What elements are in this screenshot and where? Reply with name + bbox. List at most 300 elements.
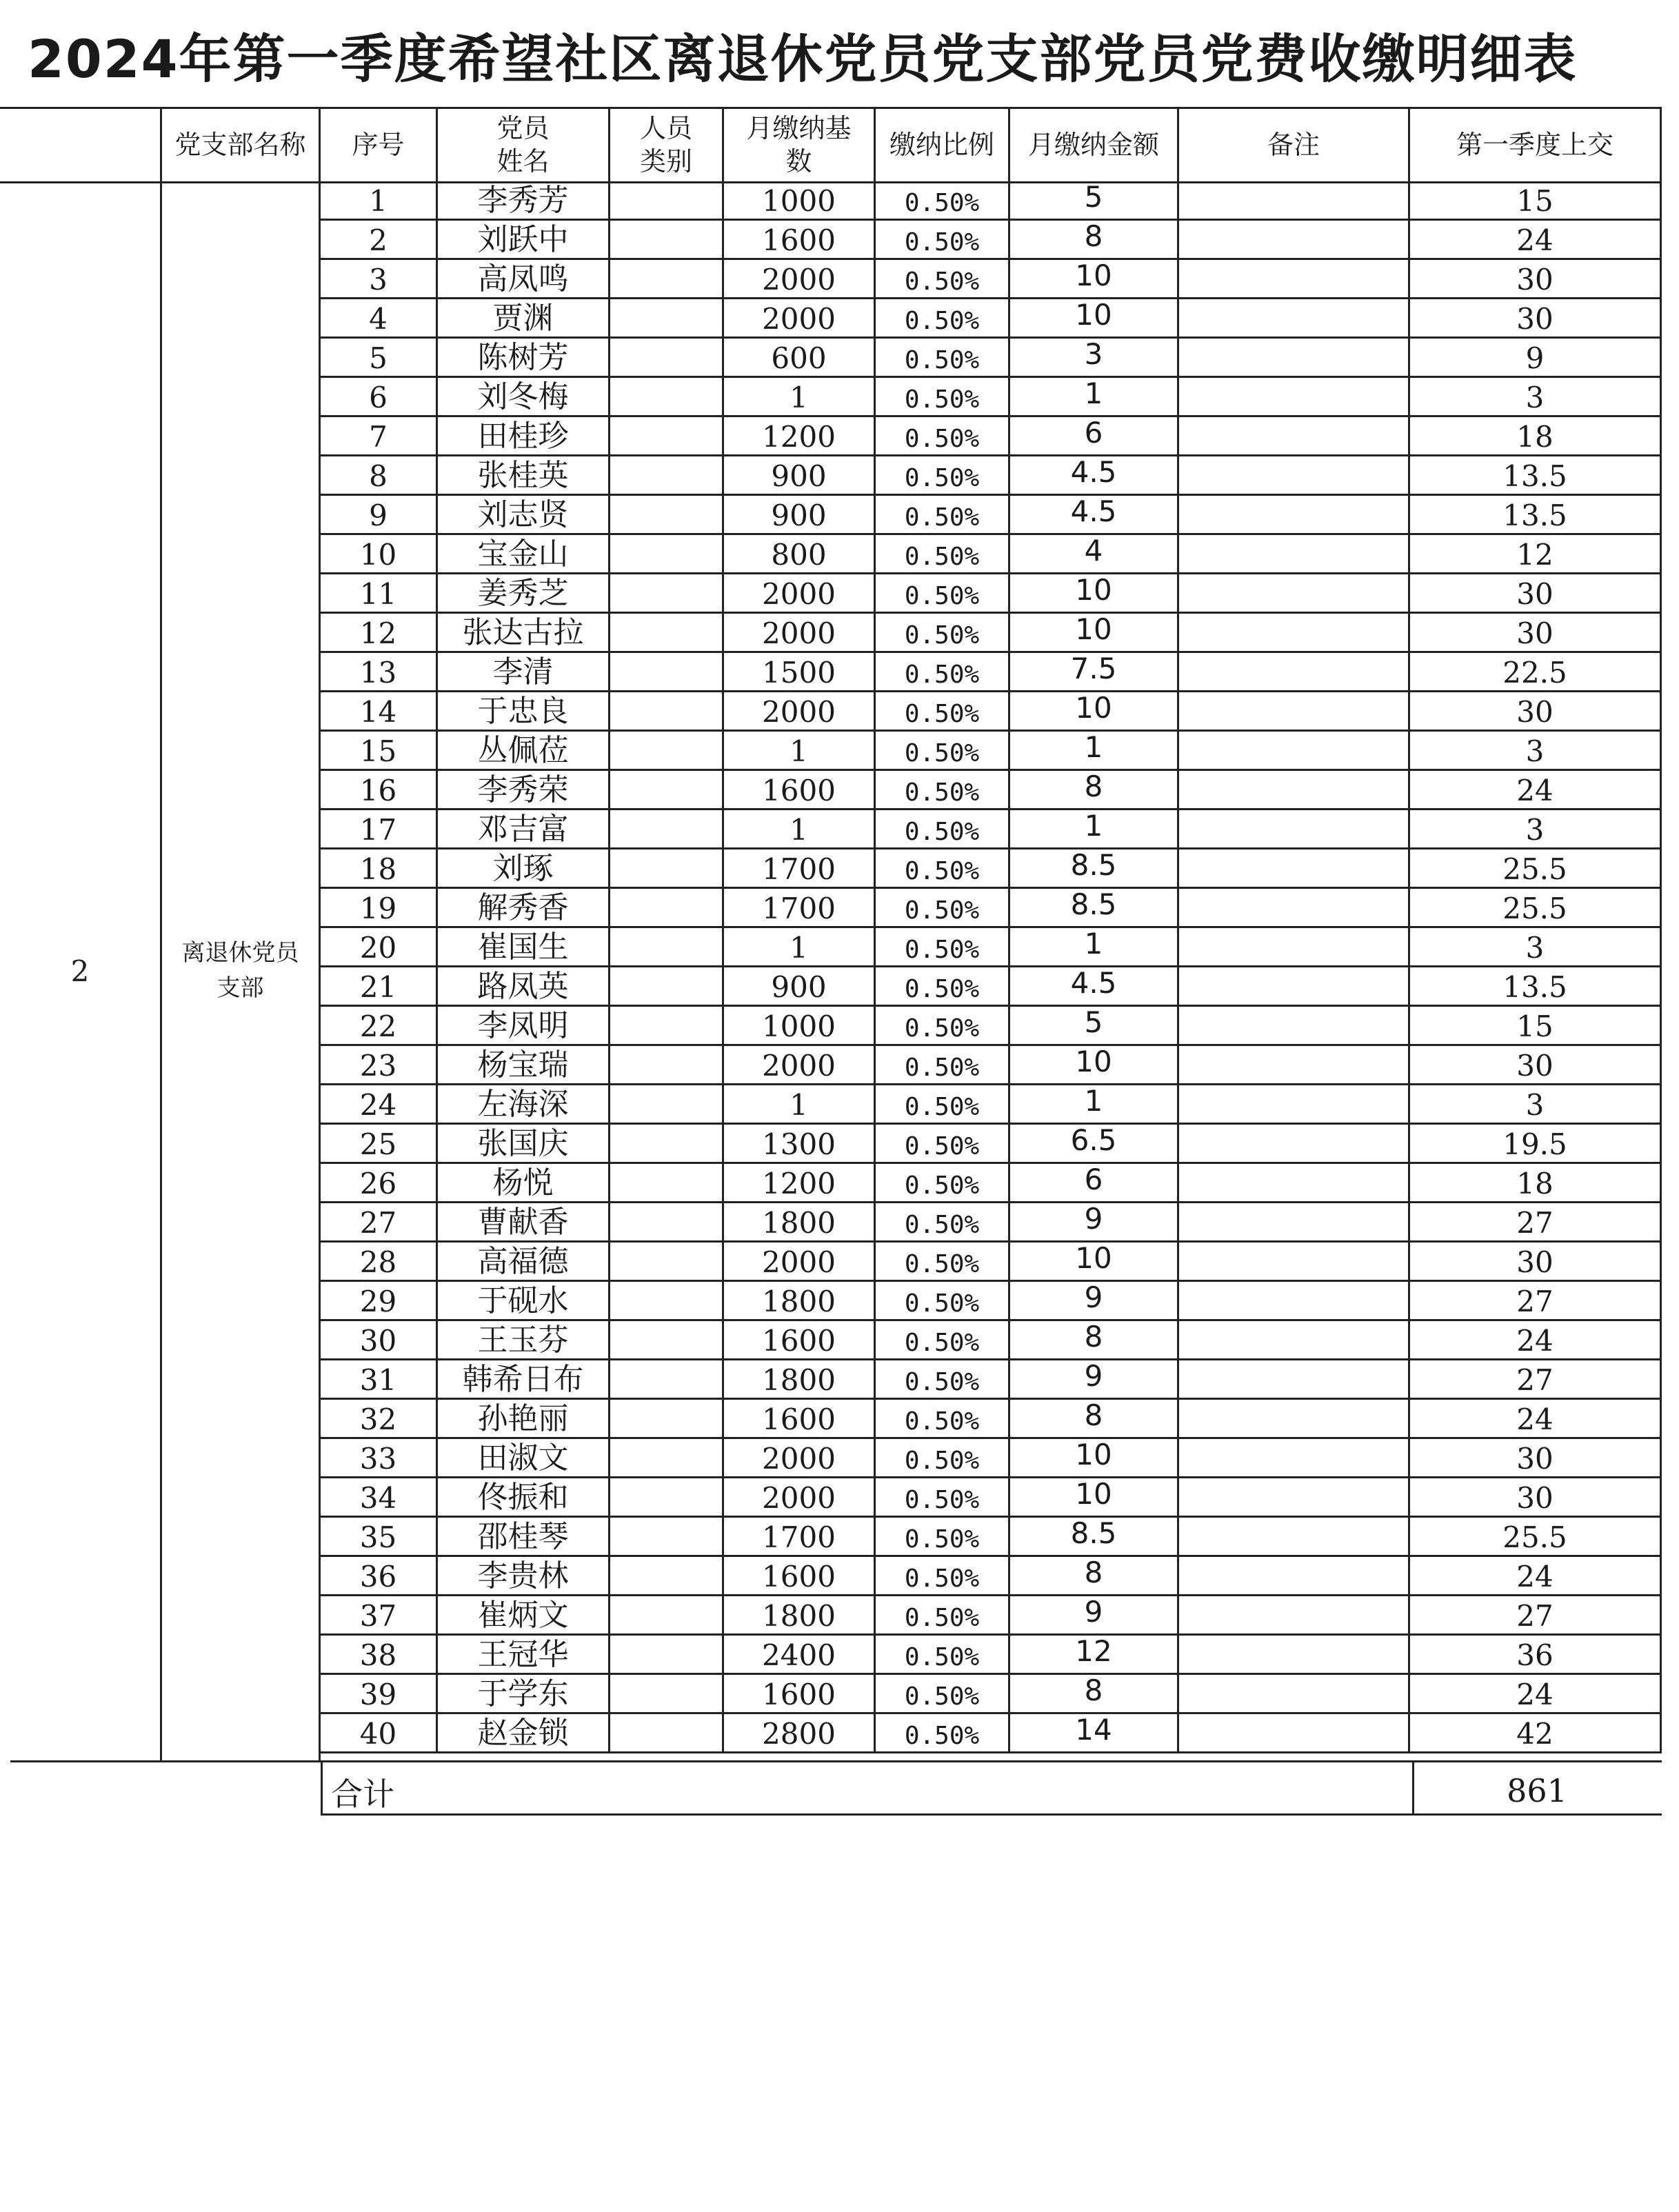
quarter-total-cell: 3: [1410, 810, 1662, 849]
monthly-amount-cell: 9: [1010, 1203, 1179, 1243]
table-row: [321, 849, 1662, 889]
seq-cell: 35: [321, 1518, 438, 1557]
table-row: [321, 535, 1662, 574]
base-cell: 2000: [724, 692, 876, 732]
seq-cell: 37: [321, 1596, 438, 1636]
table-row: [321, 1518, 1662, 1557]
monthly-amount-cell: 14: [1010, 1714, 1179, 1753]
member-name-cell: 田淑文: [438, 1439, 610, 1478]
monthly-amount-cell: 10: [1010, 260, 1179, 299]
rate-cell: 0.50%: [876, 928, 1010, 967]
remark-cell: [1179, 928, 1410, 967]
quarter-total-cell: 22.5: [1410, 653, 1662, 692]
monthly-amount-cell: 8: [1010, 1321, 1179, 1360]
base-cell: 2000: [724, 1243, 876, 1282]
member-type-cell: [610, 1675, 724, 1714]
rate-cell: 0.50%: [876, 849, 1010, 889]
monthly-amount-cell: 8: [1010, 1557, 1179, 1596]
quarter-total-cell: 24: [1410, 1400, 1662, 1439]
seq-cell: 39: [321, 1675, 438, 1714]
member-type-cell: [610, 1478, 724, 1518]
seq-cell: 13: [321, 653, 438, 692]
remark-cell: [1179, 1243, 1410, 1282]
rate-cell: 0.50%: [876, 614, 1010, 653]
quarter-total-cell: 30: [1410, 1439, 1662, 1478]
seq-cell: 25: [321, 1125, 438, 1164]
group-index-cell: 2: [0, 181, 162, 1760]
base-cell: 1600: [724, 1400, 876, 1439]
base-cell: 900: [724, 456, 876, 496]
monthly-amount-cell: 10: [1010, 692, 1179, 732]
header-group-index: [0, 109, 162, 183]
rate-cell: 0.50%: [876, 1164, 1010, 1203]
member-type-cell: [610, 967, 724, 1007]
remark-cell: [1179, 967, 1410, 1007]
member-type-cell: [610, 1125, 724, 1164]
quarter-total-cell: 30: [1410, 692, 1662, 732]
base-cell: 2000: [724, 574, 876, 614]
remark-cell: [1179, 732, 1410, 771]
table-row: [321, 574, 1662, 614]
base-cell: 2400: [724, 1636, 876, 1675]
table-row: [321, 1557, 1662, 1596]
rate-cell: 0.50%: [876, 378, 1010, 417]
member-type-cell: [610, 1439, 724, 1478]
seq-cell: 11: [321, 574, 438, 614]
table-row: [321, 260, 1662, 299]
table-row: [321, 692, 1662, 732]
base-cell: 2000: [724, 1046, 876, 1085]
remark-cell: [1179, 339, 1410, 378]
remark-cell: [1179, 1714, 1410, 1753]
quarter-total-cell: 13.5: [1410, 496, 1662, 535]
seq-cell: 38: [321, 1636, 438, 1675]
seq-cell: 30: [321, 1321, 438, 1360]
monthly-amount-cell: 4.5: [1010, 967, 1179, 1007]
table-row: [321, 1439, 1662, 1478]
member-name-cell: 于砚水: [438, 1282, 610, 1321]
member-name-cell: 陈树芳: [438, 339, 610, 378]
base-cell: 1: [724, 928, 876, 967]
monthly-amount-cell: 10: [1010, 1243, 1179, 1282]
total-label: 合计: [331, 1776, 394, 1813]
monthly-amount-cell: 8: [1010, 221, 1179, 260]
monthly-amount-cell: 8.5: [1010, 1518, 1179, 1557]
branch-name-cell: 离退休党员 支部: [162, 181, 321, 1760]
base-cell: 2800: [724, 1714, 876, 1753]
remark-cell: [1179, 849, 1410, 889]
base-cell: 1600: [724, 1557, 876, 1596]
member-type-cell: [610, 260, 724, 299]
member-type-cell: [610, 221, 724, 260]
remark-cell: [1179, 771, 1410, 810]
rate-cell: 0.50%: [876, 967, 1010, 1007]
header-remark: 备注: [1179, 109, 1410, 183]
table-row: [321, 221, 1662, 260]
member-name-cell: 李清: [438, 653, 610, 692]
monthly-amount-cell: 12: [1010, 1636, 1179, 1675]
member-name-cell: 崔国生: [438, 928, 610, 967]
table-row: [321, 378, 1662, 417]
quarter-total-cell: 24: [1410, 771, 1662, 810]
monthly-amount-cell: 6: [1010, 1164, 1179, 1203]
base-cell: 900: [724, 496, 876, 535]
quarter-total-cell: 30: [1410, 1478, 1662, 1518]
seq-cell: 4: [321, 299, 438, 339]
member-name-cell: 田桂珍: [438, 417, 610, 456]
base-cell: 1: [724, 732, 876, 771]
base-cell: 2000: [724, 1439, 876, 1478]
remark-cell: [1179, 1596, 1410, 1636]
rate-cell: 0.50%: [876, 771, 1010, 810]
quarter-total-cell: 15: [1410, 181, 1662, 221]
base-cell: 1800: [724, 1203, 876, 1243]
base-cell: 1700: [724, 1518, 876, 1557]
member-type-cell: [610, 1085, 724, 1125]
member-type-cell: [610, 614, 724, 653]
monthly-amount-cell: 8: [1010, 1675, 1179, 1714]
quarter-total-cell: 3: [1410, 1085, 1662, 1125]
member-type-cell: [610, 181, 724, 221]
rate-cell: 0.50%: [876, 1714, 1010, 1753]
member-type-cell: [610, 1046, 724, 1085]
remark-cell: [1179, 1360, 1410, 1400]
rate-cell: 0.50%: [876, 535, 1010, 574]
table-row: [321, 1636, 1662, 1675]
table-row: [321, 1282, 1662, 1321]
quarter-total-cell: 24: [1410, 1557, 1662, 1596]
remark-cell: [1179, 1675, 1410, 1714]
base-cell: 1700: [724, 889, 876, 928]
monthly-amount-cell: 10: [1010, 574, 1179, 614]
member-type-cell: [610, 574, 724, 614]
member-name-cell: 邓吉富: [438, 810, 610, 849]
seq-cell: 29: [321, 1282, 438, 1321]
quarter-total-cell: 27: [1410, 1282, 1662, 1321]
member-name-cell: 崔炳文: [438, 1596, 610, 1636]
member-type-cell: [610, 1164, 724, 1203]
remark-cell: [1179, 889, 1410, 928]
member-name-cell: 邵桂琴: [438, 1518, 610, 1557]
quarter-total-cell: 27: [1410, 1596, 1662, 1636]
monthly-amount-cell: 7.5: [1010, 653, 1179, 692]
header-branch-name: 党支部名称: [162, 109, 321, 183]
seq-cell: 34: [321, 1478, 438, 1518]
remark-cell: [1179, 1557, 1410, 1596]
base-cell: 1700: [724, 849, 876, 889]
seq-cell: 26: [321, 1164, 438, 1203]
base-cell: 1: [724, 378, 876, 417]
seq-cell: 7: [321, 417, 438, 456]
member-name-cell: 左海深: [438, 1085, 610, 1125]
remark-cell: [1179, 260, 1410, 299]
table-row: [321, 1125, 1662, 1164]
total-value: 861: [1507, 1772, 1567, 1809]
member-type-cell: [610, 1557, 724, 1596]
remark-cell: [1179, 1400, 1410, 1439]
remark-cell: [1179, 1203, 1410, 1243]
base-cell: 1200: [724, 417, 876, 456]
member-name-cell: 高福德: [438, 1243, 610, 1282]
monthly-amount-cell: 1: [1010, 732, 1179, 771]
remark-cell: [1179, 1046, 1410, 1085]
member-name-cell: 刘琢: [438, 849, 610, 889]
member-type-cell: [610, 692, 724, 732]
quarter-total-cell: 3: [1410, 732, 1662, 771]
quarter-total-cell: 18: [1410, 417, 1662, 456]
rate-cell: 0.50%: [876, 889, 1010, 928]
base-cell: 2000: [724, 1478, 876, 1518]
base-cell: 2000: [724, 614, 876, 653]
member-type-cell: [610, 339, 724, 378]
table-row: [321, 417, 1662, 456]
member-type-cell: [610, 1714, 724, 1753]
member-type-cell: [610, 1007, 724, 1046]
table-row: [321, 889, 1662, 928]
seq-cell: 27: [321, 1203, 438, 1243]
rate-cell: 0.50%: [876, 1518, 1010, 1557]
table-row: [321, 339, 1662, 378]
seq-cell: 16: [321, 771, 438, 810]
member-type-cell: [610, 417, 724, 456]
table-row: [321, 1243, 1662, 1282]
remark-cell: [1179, 1439, 1410, 1478]
member-type-cell: [610, 928, 724, 967]
remark-cell: [1179, 692, 1410, 732]
quarter-total-cell: 42: [1410, 1714, 1662, 1753]
table-row: [321, 299, 1662, 339]
member-type-cell: [610, 1596, 724, 1636]
quarter-total-cell: 24: [1410, 1675, 1662, 1714]
rate-cell: 0.50%: [876, 221, 1010, 260]
rate-cell: 0.50%: [876, 1400, 1010, 1439]
member-name-cell: 丛佩莅: [438, 732, 610, 771]
table-row: [321, 496, 1662, 535]
table-row: [321, 1085, 1662, 1125]
remark-cell: [1179, 221, 1410, 260]
monthly-amount-cell: 10: [1010, 299, 1179, 339]
table-row: [321, 771, 1662, 810]
seq-cell: 40: [321, 1714, 438, 1753]
member-name-cell: 李秀荣: [438, 771, 610, 810]
member-name-cell: 张国庆: [438, 1125, 610, 1164]
base-cell: 1300: [724, 1125, 876, 1164]
member-name-cell: 赵金锁: [438, 1714, 610, 1753]
seq-cell: 24: [321, 1085, 438, 1125]
member-type-cell: [610, 653, 724, 692]
header-quarter-total: 第一季度上交: [1410, 109, 1662, 183]
base-cell: 2000: [724, 299, 876, 339]
rate-cell: 0.50%: [876, 496, 1010, 535]
monthly-amount-cell: 8: [1010, 771, 1179, 810]
table-row: [321, 1675, 1662, 1714]
member-name-cell: 路凤英: [438, 967, 610, 1007]
rate-cell: 0.50%: [876, 417, 1010, 456]
table-row: [321, 1164, 1662, 1203]
quarter-total-cell: 30: [1410, 299, 1662, 339]
member-type-cell: [610, 1518, 724, 1557]
seq-cell: 33: [321, 1439, 438, 1478]
member-name-cell: 于学东: [438, 1675, 610, 1714]
remark-cell: [1179, 496, 1410, 535]
member-name-cell: 高凤鸣: [438, 260, 610, 299]
member-name-cell: 佟振和: [438, 1478, 610, 1518]
base-cell: 1000: [724, 1007, 876, 1046]
monthly-amount-cell: 9: [1010, 1282, 1179, 1321]
seq-cell: 20: [321, 928, 438, 967]
seq-cell: 31: [321, 1360, 438, 1400]
member-type-cell: [610, 378, 724, 417]
monthly-amount-cell: 9: [1010, 1596, 1179, 1636]
base-cell: 1600: [724, 1675, 876, 1714]
seq-cell: 21: [321, 967, 438, 1007]
rate-cell: 0.50%: [876, 1596, 1010, 1636]
table-header: [0, 107, 1662, 183]
seq-cell: 36: [321, 1557, 438, 1596]
member-name-cell: 于忠良: [438, 692, 610, 732]
member-type-cell: [610, 496, 724, 535]
member-name-cell: 刘志贤: [438, 496, 610, 535]
quarter-total-cell: 3: [1410, 378, 1662, 417]
monthly-amount-cell: 9: [1010, 1360, 1179, 1400]
seq-cell: 3: [321, 260, 438, 299]
rate-cell: 0.50%: [876, 1439, 1010, 1478]
rate-cell: 0.50%: [876, 260, 1010, 299]
remark-cell: [1179, 1125, 1410, 1164]
remark-cell: [1179, 417, 1410, 456]
rate-cell: 0.50%: [876, 653, 1010, 692]
seq-cell: 5: [321, 339, 438, 378]
rate-cell: 0.50%: [876, 1321, 1010, 1360]
remark-cell: [1179, 810, 1410, 849]
quarter-total-cell: 30: [1410, 1046, 1662, 1085]
quarter-total-cell: 25.5: [1410, 849, 1662, 889]
rate-cell: 0.50%: [876, 1557, 1010, 1596]
header-rate: 缴纳比例: [876, 109, 1010, 183]
table-row: [321, 1360, 1662, 1400]
base-cell: 2000: [724, 260, 876, 299]
header-seq: 序号: [321, 109, 438, 183]
remark-cell: [1179, 614, 1410, 653]
monthly-amount-cell: 1: [1010, 810, 1179, 849]
member-type-cell: [610, 1636, 724, 1675]
member-type-cell: [610, 535, 724, 574]
seq-cell: 9: [321, 496, 438, 535]
rate-cell: 0.50%: [876, 1675, 1010, 1714]
remark-cell: [1179, 181, 1410, 221]
member-name-cell: 李凤明: [438, 1007, 610, 1046]
monthly-amount-cell: 5: [1010, 1007, 1179, 1046]
rate-cell: 0.50%: [876, 574, 1010, 614]
monthly-amount-cell: 10: [1010, 1046, 1179, 1085]
member-type-cell: [610, 456, 724, 496]
seq-cell: 12: [321, 614, 438, 653]
member-name-cell: 王冠华: [438, 1636, 610, 1675]
monthly-amount-cell: 1: [1010, 1085, 1179, 1125]
base-cell: 1600: [724, 1321, 876, 1360]
rate-cell: 0.50%: [876, 1282, 1010, 1321]
rate-cell: 0.50%: [876, 1636, 1010, 1675]
rate-cell: 0.50%: [876, 456, 1010, 496]
remark-cell: [1179, 1007, 1410, 1046]
rate-cell: 0.50%: [876, 299, 1010, 339]
quarter-total-cell: 30: [1410, 574, 1662, 614]
header-member-name: 党员 姓名: [438, 109, 610, 183]
quarter-total-cell: 24: [1410, 1321, 1662, 1360]
base-cell: 1600: [724, 221, 876, 260]
remark-cell: [1179, 1478, 1410, 1518]
monthly-amount-cell: 6: [1010, 417, 1179, 456]
member-type-cell: [610, 1321, 724, 1360]
monthly-amount-cell: 1: [1010, 928, 1179, 967]
member-name-cell: 解秀香: [438, 889, 610, 928]
quarter-total-cell: 9: [1410, 339, 1662, 378]
member-name-cell: 李秀芳: [438, 181, 610, 221]
base-cell: 1800: [724, 1282, 876, 1321]
seq-cell: 2: [321, 221, 438, 260]
table-row: [321, 653, 1662, 692]
monthly-amount-cell: 4.5: [1010, 456, 1179, 496]
member-type-cell: [610, 889, 724, 928]
quarter-total-cell: 12: [1410, 535, 1662, 574]
table-row: [321, 1203, 1662, 1243]
rate-cell: 0.50%: [876, 181, 1010, 221]
quarter-total-cell: 27: [1410, 1203, 1662, 1243]
monthly-amount-cell: 10: [1010, 1439, 1179, 1478]
seq-cell: 18: [321, 849, 438, 889]
quarter-total-cell: 18: [1410, 1164, 1662, 1203]
remark-cell: [1179, 1282, 1410, 1321]
rate-cell: 0.50%: [876, 339, 1010, 378]
base-cell: 1000: [724, 181, 876, 221]
quarter-total-cell: 15: [1410, 1007, 1662, 1046]
remark-cell: [1179, 1321, 1410, 1360]
table-row: [321, 1007, 1662, 1046]
member-type-cell: [610, 1400, 724, 1439]
remark-cell: [1179, 1164, 1410, 1203]
remark-cell: [1179, 535, 1410, 574]
seq-cell: 14: [321, 692, 438, 732]
quarter-total-cell: 30: [1410, 260, 1662, 299]
seq-cell: 1: [321, 181, 438, 221]
quarter-total-cell: 36: [1410, 1636, 1662, 1675]
member-type-cell: [610, 1243, 724, 1282]
monthly-amount-cell: 8.5: [1010, 849, 1179, 889]
base-cell: 1500: [724, 653, 876, 692]
remark-cell: [1179, 378, 1410, 417]
table-row: [321, 181, 1662, 221]
member-name-cell: 杨宝瑞: [438, 1046, 610, 1085]
member-type-cell: [610, 732, 724, 771]
monthly-amount-cell: 5: [1010, 181, 1179, 221]
monthly-amount-cell: 3: [1010, 339, 1179, 378]
seq-cell: 15: [321, 732, 438, 771]
monthly-amount-cell: 4.5: [1010, 496, 1179, 535]
member-name-cell: 王玉芬: [438, 1321, 610, 1360]
monthly-amount-cell: 8.5: [1010, 889, 1179, 928]
seq-cell: 19: [321, 889, 438, 928]
member-name-cell: 张达古拉: [438, 614, 610, 653]
quarter-total-cell: 30: [1410, 614, 1662, 653]
base-cell: 900: [724, 967, 876, 1007]
base-cell: 600: [724, 339, 876, 378]
base-cell: 1: [724, 810, 876, 849]
table-row: [321, 1714, 1662, 1753]
base-cell: 1: [724, 1085, 876, 1125]
member-type-cell: [610, 849, 724, 889]
header-member-type: 人员 类别: [610, 109, 724, 183]
member-type-cell: [610, 771, 724, 810]
